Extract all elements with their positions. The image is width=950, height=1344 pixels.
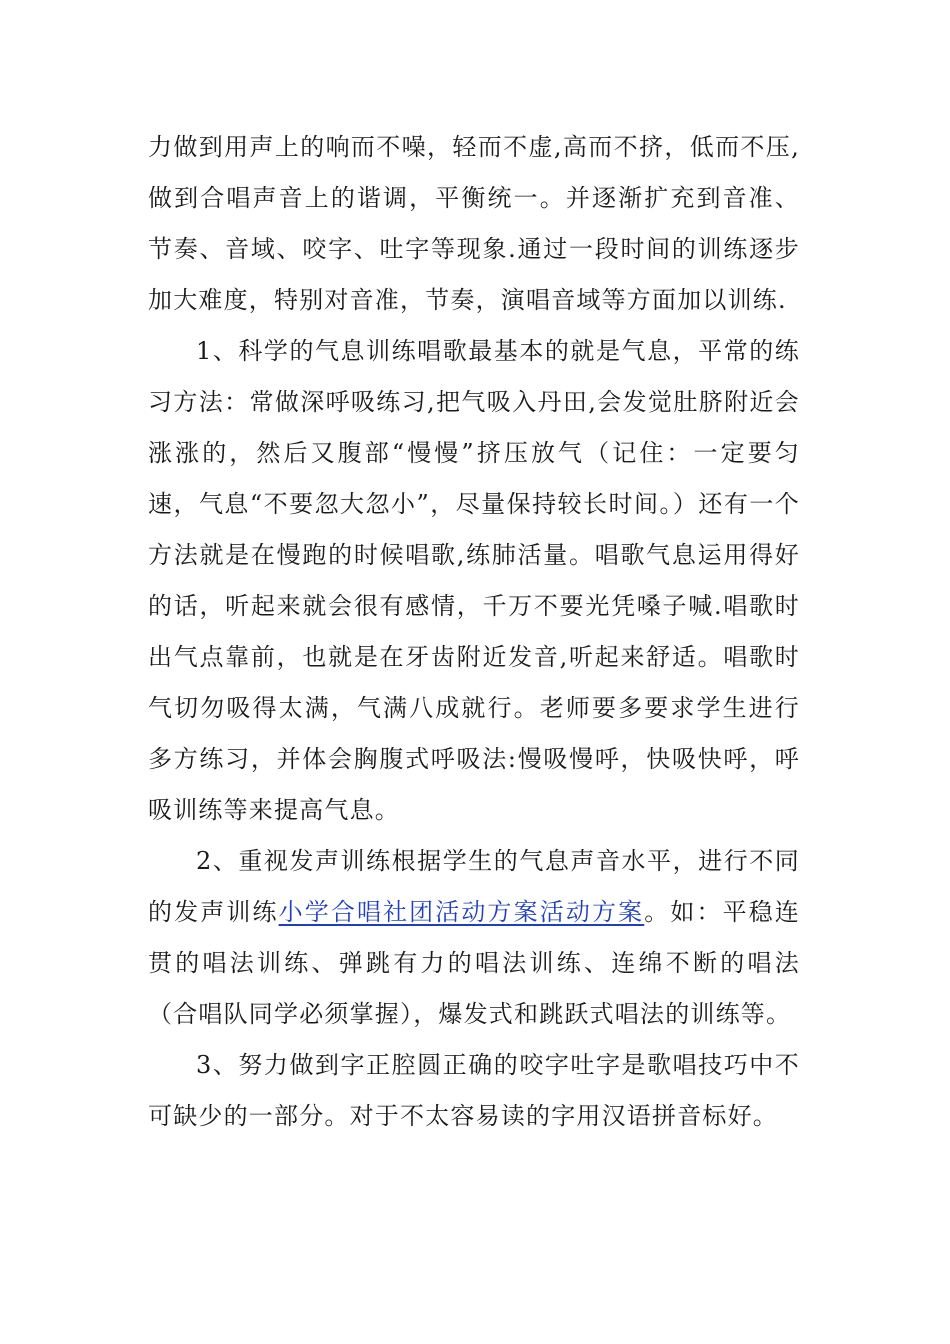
vocal-training-text-after: 。如：平稳连贯的唱法训练、弹跳有力的唱法训练、连绵不断的唱法（合唱队同学必须掌握），爆发式和跳跃式唱法的训练等。 — [148, 898, 800, 1028]
plan-link[interactable]: 小学合唱社团活动方案活动方案 — [278, 898, 645, 926]
vocal-training-text-before: 2、重视发声训练根据学生的气息声音水平，进行不同的发声训练 — [148, 847, 800, 926]
document-body — [148, 122, 800, 1142]
paragraph-vocal-training — [148, 836, 800, 1040]
paragraph-intro: 力做到用声上的响而不噪，轻而不虚,高而不挤，低而不压,做到合唱声音上的谐调，平衡统一。并逐渐扩充到音准、节奏、音域、咬字、吐字等现象.通过一段时间的训练逐步加大难度，特别对音准，节奏，演唱音域等方面加以训练. — [148, 133, 800, 314]
paragraph-pronunciation: 3、努力做到字正腔圆正确的咬字吐字是歌唱技巧中不可缺少的一部分。对于不太容易读的字用汉语拼音标好。 — [148, 1051, 800, 1130]
paragraph-breath-training: 1、科学的气息训练唱歌最基本的就是气息，平常的练习方法：常做深呼吸练习,把气吸入丹田,会发觉肚脐附近会涨涨的，然后又腹部“慢慢”挤压放气（记住：一定要匀速，气息“不要忽大忽小”，尽量保持较长时间。）还有一个方法就是在慢跑的时候唱歌,练肺活量。唱歌气息运用得好的话，听起来就会很有感情，千万不要光凭嗓子喊.唱歌时出气点靠前，也就是在牙齿附近发音,听起来舒适。唱歌时气切勿吸得太满，气满八成就行。老师要多要求学生进行多方练习，并体会胸腹式呼吸法:慢吸慢呼，快吸快呼，呼吸训练等来提高气息。 — [148, 337, 800, 824]
